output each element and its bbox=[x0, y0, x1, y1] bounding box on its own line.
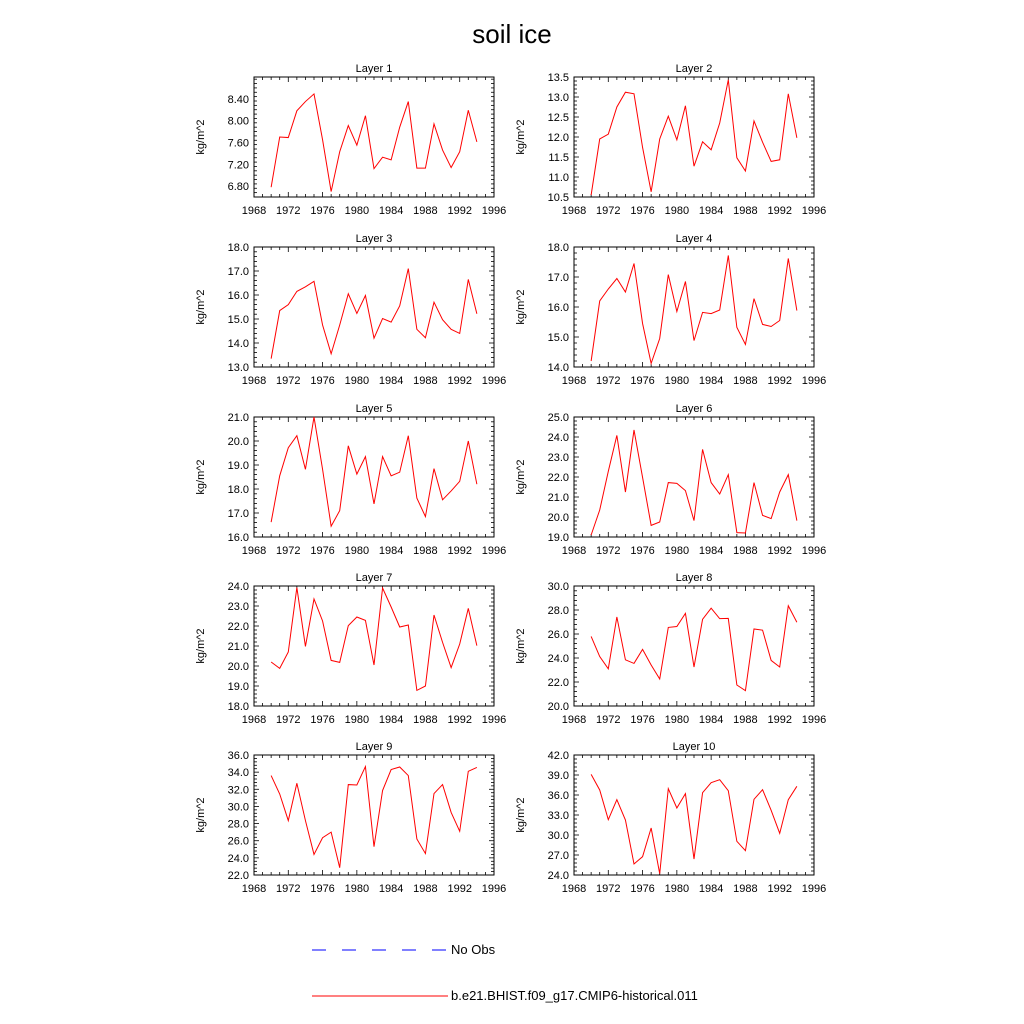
x-tick-label: 1976 bbox=[310, 205, 335, 217]
panel-layer-9 bbox=[195, 741, 506, 895]
y-tick-label: 18.0 bbox=[227, 242, 249, 254]
y-tick-label: 30.0 bbox=[227, 801, 249, 814]
y-axis-label: kg/m^2 bbox=[515, 459, 527, 495]
y-tick-label: 16.0 bbox=[547, 302, 569, 314]
y-tick-label: 8.00 bbox=[227, 115, 249, 128]
x-tick-label: 1988 bbox=[413, 375, 438, 387]
x-tick-label: 1984 bbox=[698, 714, 724, 726]
panel-layer-1 bbox=[195, 63, 506, 217]
x-tick-label: 1972 bbox=[596, 545, 621, 557]
y-tick-label: 13.5 bbox=[547, 72, 569, 84]
y-tick-label: 39.0 bbox=[547, 770, 569, 782]
x-tick-label: 1992 bbox=[447, 883, 472, 895]
plot-frame bbox=[254, 586, 494, 706]
x-tick-label: 1976 bbox=[630, 205, 655, 217]
y-tick-label: 20.0 bbox=[547, 512, 569, 524]
y-tick-label: 21.0 bbox=[227, 641, 249, 653]
y-tick-label: 19.0 bbox=[547, 532, 569, 544]
x-tick-label: 1988 bbox=[413, 714, 438, 726]
y-tick-label: 36.0 bbox=[227, 750, 249, 762]
x-tick-label: 1968 bbox=[561, 375, 587, 387]
y-tick-label: 22.0 bbox=[227, 870, 249, 882]
y-tick-label: 27.0 bbox=[547, 850, 569, 862]
series-line bbox=[591, 80, 797, 195]
series-line bbox=[271, 767, 477, 868]
x-tick-label: 1992 bbox=[447, 375, 472, 387]
y-tick-label: 21.0 bbox=[227, 412, 249, 424]
x-tick-label: 1988 bbox=[413, 545, 438, 557]
x-tick-label: 1996 bbox=[801, 205, 827, 217]
legend-item-no-obs bbox=[312, 942, 496, 957]
y-tick-label: 19.0 bbox=[227, 460, 249, 472]
x-tick-label: 1980 bbox=[664, 545, 690, 557]
legend bbox=[312, 942, 698, 1003]
y-tick-label: 18.0 bbox=[547, 242, 569, 254]
panel-layer-5 bbox=[195, 403, 506, 557]
y-tick-label: 23.0 bbox=[227, 601, 249, 613]
series-line bbox=[591, 255, 797, 363]
legend-label-no-obs: No Obs bbox=[451, 942, 496, 957]
x-tick-label: 1988 bbox=[733, 883, 758, 895]
y-tick-label: 28.0 bbox=[547, 605, 569, 617]
y-axis-label: kg/m^2 bbox=[515, 797, 527, 833]
y-tick-label: 20.0 bbox=[227, 661, 249, 673]
x-tick-label: 1984 bbox=[698, 375, 724, 387]
x-tick-label: 1996 bbox=[481, 375, 507, 387]
y-tick-label: 11.0 bbox=[548, 172, 569, 184]
y-tick-label: 25.0 bbox=[547, 412, 569, 424]
panel-title: Layer 2 bbox=[675, 63, 713, 75]
y-tick-label: 7.60 bbox=[227, 137, 249, 150]
x-tick-label: 1972 bbox=[276, 883, 301, 895]
x-tick-label: 1992 bbox=[447, 205, 472, 217]
x-tick-label: 1996 bbox=[801, 545, 827, 557]
x-tick-label: 1972 bbox=[596, 205, 621, 217]
y-tick-label: 28.0 bbox=[227, 818, 249, 831]
x-tick-label: 1996 bbox=[481, 883, 507, 895]
plot-frame bbox=[574, 247, 814, 367]
y-tick-label: 24.0 bbox=[547, 432, 569, 444]
panel-title: Layer 10 bbox=[672, 741, 716, 753]
x-tick-label: 1984 bbox=[698, 883, 724, 895]
x-tick-label: 1972 bbox=[276, 714, 301, 726]
panel-title: Layer 5 bbox=[355, 403, 393, 415]
x-tick-label: 1992 bbox=[767, 714, 792, 726]
x-tick-label: 1992 bbox=[767, 883, 792, 895]
x-tick-label: 1972 bbox=[596, 375, 621, 387]
x-tick-label: 1980 bbox=[344, 545, 370, 557]
series-line bbox=[591, 774, 797, 873]
x-tick-label: 1980 bbox=[344, 205, 370, 217]
plot-frame bbox=[574, 77, 814, 197]
x-tick-label: 1980 bbox=[664, 714, 690, 726]
x-tick-label: 1996 bbox=[481, 205, 507, 217]
y-tick-label: 34.0 bbox=[227, 767, 249, 780]
x-tick-label: 1980 bbox=[344, 714, 370, 726]
panel-title: Layer 1 bbox=[355, 63, 393, 75]
x-tick-label: 1984 bbox=[378, 375, 404, 387]
series-line bbox=[271, 417, 477, 526]
x-tick-label: 1988 bbox=[733, 714, 758, 726]
y-tick-label: 17.0 bbox=[227, 266, 249, 278]
x-tick-label: 1984 bbox=[378, 545, 404, 557]
x-tick-label: 1984 bbox=[378, 205, 404, 217]
x-tick-label: 1988 bbox=[733, 545, 758, 557]
x-tick-label: 1984 bbox=[698, 545, 724, 557]
x-tick-label: 1976 bbox=[630, 375, 655, 387]
x-tick-label: 1988 bbox=[413, 205, 438, 217]
y-tick-label: 6.80 bbox=[227, 181, 249, 194]
y-tick-label: 12.5 bbox=[547, 112, 569, 124]
y-tick-label: 20.0 bbox=[227, 436, 249, 448]
x-tick-label: 1996 bbox=[801, 883, 827, 895]
panel-layer-2 bbox=[515, 63, 826, 217]
y-tick-label: 30.0 bbox=[547, 581, 569, 593]
x-tick-label: 1980 bbox=[664, 205, 690, 217]
x-tick-label: 1972 bbox=[276, 205, 301, 217]
x-tick-label: 1980 bbox=[344, 375, 370, 387]
y-tick-label: 16.0 bbox=[227, 532, 249, 544]
y-tick-label: 10.5 bbox=[547, 192, 569, 204]
x-tick-label: 1992 bbox=[767, 545, 792, 557]
x-tick-label: 1992 bbox=[767, 375, 792, 387]
x-tick-label: 1968 bbox=[561, 714, 587, 726]
x-tick-label: 1976 bbox=[630, 714, 655, 726]
x-tick-label: 1996 bbox=[481, 714, 507, 726]
series-line bbox=[591, 430, 797, 535]
x-tick-label: 1968 bbox=[241, 545, 267, 557]
x-tick-label: 1976 bbox=[630, 545, 655, 557]
y-tick-label: 7.20 bbox=[227, 159, 249, 172]
panel-layer-8 bbox=[515, 572, 826, 726]
y-tick-label: 16.0 bbox=[227, 290, 249, 302]
x-tick-label: 1984 bbox=[378, 714, 404, 726]
y-tick-label: 11.5 bbox=[548, 152, 569, 164]
panel-title: Layer 3 bbox=[355, 233, 393, 245]
panel-layer-7 bbox=[195, 572, 506, 726]
x-tick-label: 1972 bbox=[276, 545, 301, 557]
panels-container bbox=[195, 63, 826, 895]
x-tick-label: 1980 bbox=[664, 375, 690, 387]
x-tick-label: 1988 bbox=[733, 375, 758, 387]
x-tick-label: 1992 bbox=[447, 545, 472, 557]
x-tick-label: 1968 bbox=[241, 375, 267, 387]
x-tick-label: 1972 bbox=[276, 375, 301, 387]
y-tick-label: 32.0 bbox=[227, 784, 249, 797]
series-line bbox=[271, 269, 477, 359]
plot-frame bbox=[254, 247, 494, 367]
y-tick-label: 15.0 bbox=[547, 332, 569, 344]
legend-label-model-run: b.e21.BHIST.f09_g17.CMIP6-historical.011 bbox=[451, 988, 698, 1003]
x-tick-label: 1968 bbox=[241, 205, 267, 217]
panel-layer-6 bbox=[515, 403, 826, 557]
figure-title: soil ice bbox=[472, 19, 552, 49]
y-axis-label: kg/m^2 bbox=[515, 289, 527, 325]
x-tick-label: 1968 bbox=[241, 883, 267, 895]
y-tick-label: 14.0 bbox=[227, 338, 249, 350]
x-tick-label: 1996 bbox=[481, 545, 507, 557]
x-tick-label: 1968 bbox=[561, 883, 587, 895]
x-tick-label: 1992 bbox=[447, 714, 472, 726]
x-tick-label: 1996 bbox=[801, 714, 827, 726]
y-axis-label: kg/m^2 bbox=[195, 628, 207, 664]
y-tick-label: 24.0 bbox=[547, 653, 569, 665]
y-tick-label: 17.0 bbox=[227, 508, 249, 520]
plot-frame bbox=[574, 586, 814, 706]
x-tick-label: 1976 bbox=[310, 545, 335, 557]
y-axis-label: kg/m^2 bbox=[515, 119, 527, 155]
x-tick-label: 1980 bbox=[664, 883, 690, 895]
y-tick-label: 19.0 bbox=[227, 681, 249, 693]
y-tick-label: 26.0 bbox=[227, 835, 249, 848]
y-tick-label: 33.0 bbox=[547, 810, 569, 822]
x-tick-label: 1976 bbox=[630, 883, 655, 895]
y-tick-label: 12.0 bbox=[547, 132, 569, 144]
y-tick-label: 22.0 bbox=[227, 621, 249, 633]
y-axis-label: kg/m^2 bbox=[515, 628, 527, 664]
panel-title: Layer 6 bbox=[675, 403, 713, 415]
y-tick-label: 13.0 bbox=[227, 362, 249, 374]
y-axis-label: kg/m^2 bbox=[195, 119, 207, 155]
panel-title: Layer 4 bbox=[675, 233, 713, 245]
x-tick-label: 1988 bbox=[413, 883, 438, 895]
x-tick-label: 1988 bbox=[733, 205, 758, 217]
y-axis-label: kg/m^2 bbox=[195, 797, 207, 833]
y-tick-label: 18.0 bbox=[227, 701, 249, 713]
x-tick-label: 1976 bbox=[310, 375, 335, 387]
series-line bbox=[271, 588, 477, 691]
y-tick-label: 24.0 bbox=[227, 852, 249, 865]
y-tick-label: 24.0 bbox=[547, 870, 569, 882]
y-tick-label: 17.0 bbox=[547, 272, 569, 284]
x-tick-label: 1972 bbox=[596, 883, 621, 895]
x-tick-label: 1972 bbox=[596, 714, 621, 726]
x-tick-label: 1968 bbox=[241, 714, 267, 726]
y-axis-label: kg/m^2 bbox=[195, 459, 207, 495]
y-tick-label: 36.0 bbox=[547, 790, 569, 802]
y-tick-label: 8.40 bbox=[227, 93, 249, 106]
x-tick-label: 1980 bbox=[344, 883, 370, 895]
y-tick-label: 42.0 bbox=[547, 750, 569, 762]
series-line bbox=[271, 94, 477, 192]
panel-title: Layer 7 bbox=[355, 572, 393, 584]
panel-title: Layer 8 bbox=[675, 572, 713, 584]
y-tick-label: 14.0 bbox=[547, 362, 569, 374]
y-tick-label: 20.0 bbox=[547, 701, 569, 713]
panel-layer-10 bbox=[515, 741, 826, 895]
plot-frame bbox=[254, 77, 494, 197]
y-tick-label: 15.0 bbox=[227, 314, 249, 326]
x-tick-label: 1976 bbox=[310, 883, 335, 895]
x-tick-label: 1968 bbox=[561, 545, 587, 557]
y-tick-label: 26.0 bbox=[547, 629, 569, 641]
y-axis-label: kg/m^2 bbox=[195, 289, 207, 325]
y-tick-label: 18.0 bbox=[227, 484, 249, 496]
series-line bbox=[591, 606, 797, 691]
x-tick-label: 1992 bbox=[767, 205, 792, 217]
x-tick-label: 1976 bbox=[310, 714, 335, 726]
x-tick-label: 1984 bbox=[698, 205, 724, 217]
panel-layer-4 bbox=[515, 233, 826, 387]
y-tick-label: 13.0 bbox=[547, 92, 569, 104]
panel-layer-3 bbox=[195, 233, 506, 387]
x-tick-label: 1968 bbox=[561, 205, 587, 217]
y-tick-label: 22.0 bbox=[547, 677, 569, 689]
y-tick-label: 24.0 bbox=[227, 581, 249, 593]
y-tick-label: 23.0 bbox=[547, 452, 569, 464]
x-tick-label: 1996 bbox=[801, 375, 827, 387]
y-tick-label: 22.0 bbox=[547, 472, 569, 484]
y-tick-label: 30.0 bbox=[547, 830, 569, 842]
plot-frame bbox=[254, 417, 494, 537]
y-tick-label: 21.0 bbox=[547, 492, 569, 504]
x-tick-label: 1984 bbox=[378, 883, 404, 895]
legend-item-model-run bbox=[312, 988, 698, 1003]
panel-title: Layer 9 bbox=[355, 741, 393, 753]
